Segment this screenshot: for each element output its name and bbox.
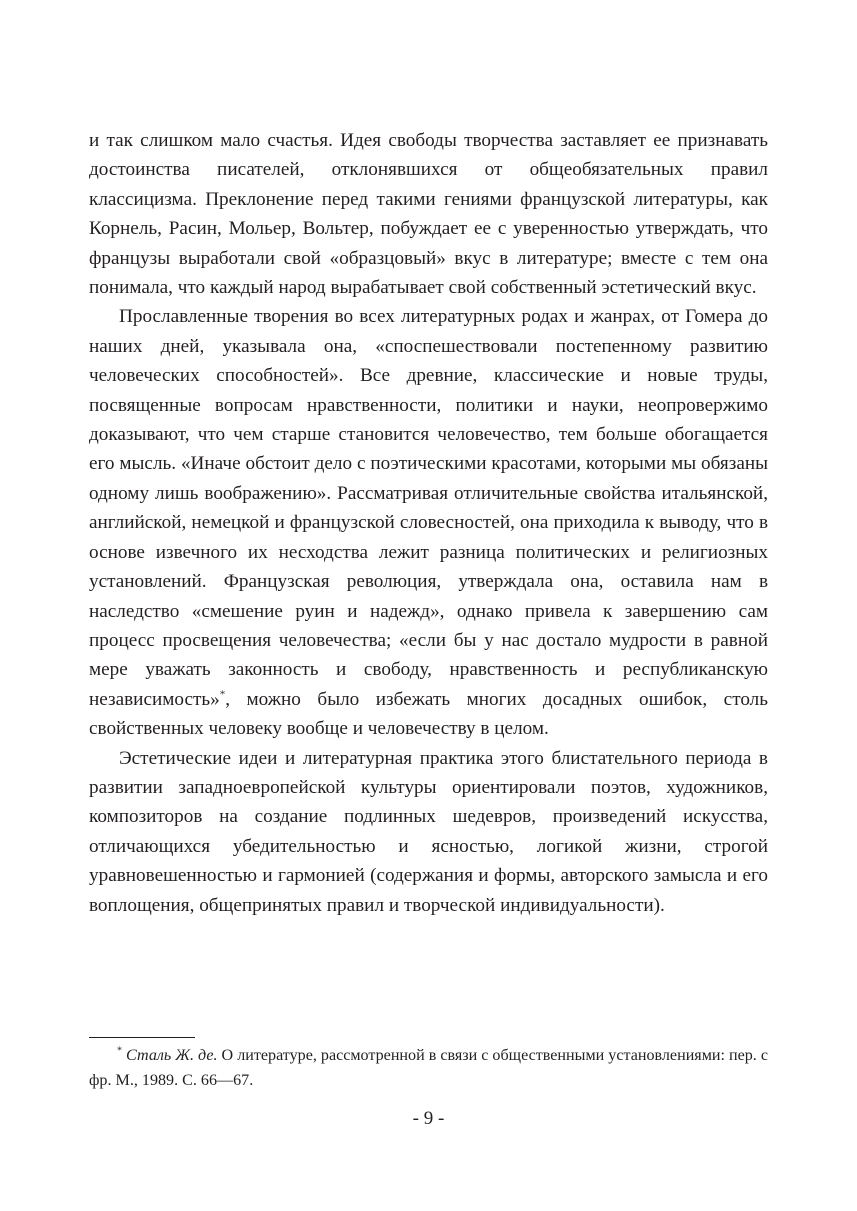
footnote-reference-marker[interactable]: * — [219, 688, 226, 701]
paragraph-3-text: Эстетические идеи и литературная практика этого блистательного периода в развитии западноевропейской культуры ориентировали поэтов, художников, композиторов на создание подлинных шедевров, произведений искусства, отличающихся убедительностью и ясностью, логикой жизни, строгой уравновешенностью и гармонией (содержания и формы, авторского замысла и его воплощения, общепринятых правил и творческой индивидуальности). — [89, 747, 768, 916]
paragraph-2-text-after-note: , можно было избежать многих досадных ошибок, столь свойственных человеку вообще и человечеству в целом. — [89, 688, 768, 740]
footnote — [89, 1043, 768, 1093]
paragraph-2 — [89, 302, 768, 743]
footnote-author: Сталь Ж. де. — [126, 1047, 218, 1064]
paragraph-3 — [89, 744, 768, 920]
paragraph-2-text-before-note: Прославленные творения во всех литературных родах и жанрах, от Гомера до наших дней, указывала она, «споспешествовали постепенному развитию человеческих способностей». Все древние, классические и новые труды, посвященные вопросам нравственности, политики и науки, неопровержимо доказывают, что чем старше становится человечество, тем больше обогащается его мысль. «Иначе обстоит дело с поэтическими красотами, которыми мы обязаны одному лишь воображению». Рассматривая отличительные свойства итальянской, английской, немецкой и французской словесностей, она приходила к выводу, что в основе извечного их несходства лежит разница политических и религиозных установлений. Французская революция, утверждала она, оставила нам в наследство «смешение руин и надежд», однако привела к завершению сам процесс просвещения человечества; «если бы у нас достало мудрости в равной мере уважать законность и свободу, нравственность и республиканскую независимость» — [89, 306, 768, 710]
page-number: - 9 - — [412, 1108, 445, 1129]
footnote-marker: * — [117, 1045, 122, 1057]
footnote-separator — [89, 1037, 195, 1038]
paragraph-1-text: и так слишком мало счастья. Идея свободы творчества заставляет ее признавать достоинства писателей, отклонявшихся от общеобязательных правил классицизма. Преклонение перед такими гениями французской литературы, как Корнель, Расин, Мольер, Вольтер, побуждает ее с уверенностью утверждать, что французы выработали свой «образцовый» вкус в литературе; вместе с тем она понимала, что каждый народ вырабатывает свой собственный эстетический вкус. — [89, 130, 768, 299]
main-text — [89, 126, 768, 920]
footnote-text: О литературе, рассмотренной в связи с общественными установлениями: пер. с фр. М., 1989. С. 66—67. — [89, 1047, 768, 1089]
paragraph-1 — [89, 126, 768, 302]
